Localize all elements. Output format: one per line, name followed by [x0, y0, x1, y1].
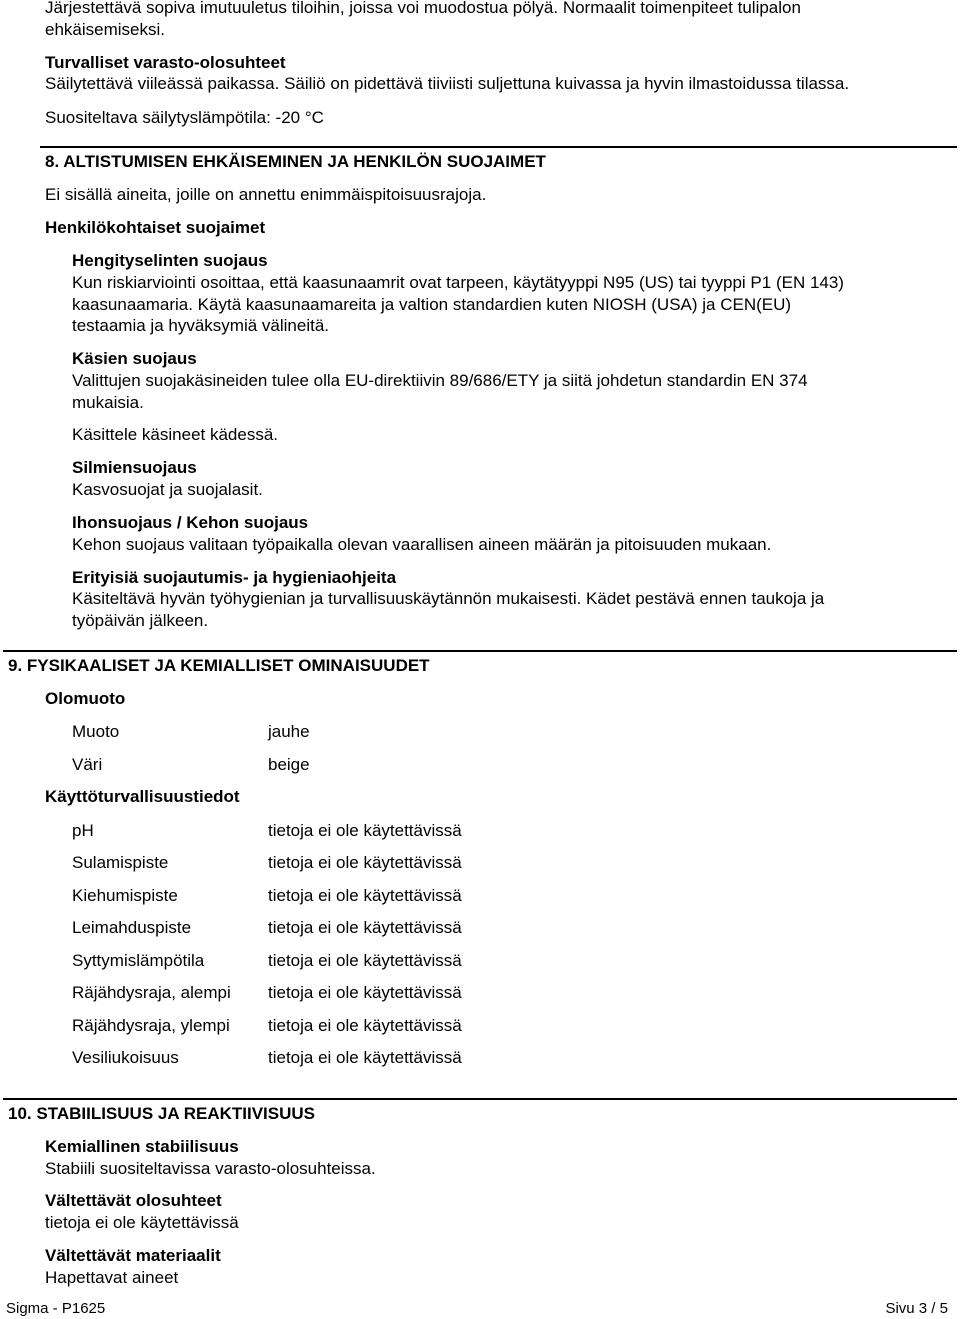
property-value: tietoja ei ole käytettävissä	[268, 1048, 462, 1067]
avoid-conditions-text: tietoja ei ole käytettävissä	[45, 1213, 239, 1232]
property-value: tietoja ei ole käytettävissä	[268, 951, 462, 970]
section7-text-line1: Järjestettävä sopiva imutuuletus tiloihin, joissa voi muodostua pölyä. Normaalit toimenpiteet tulipalon	[45, 0, 801, 17]
property-label: Syttymislämpötila	[72, 951, 205, 970]
hygiene-text-line1: Käsiteltävä hyvän työhygienian ja turvallisuuskäytännön mukaisesti. Kädet pestävä ennen taukoja ja	[72, 589, 825, 608]
avoid-materials-heading: Vältettävät materiaalit	[45, 1246, 221, 1265]
appearance-heading: Olomuoto	[45, 689, 126, 708]
property-label: Väri	[72, 755, 103, 774]
property-value: tietoja ei ole käytettävissä	[268, 918, 462, 937]
property-label: pH	[72, 821, 94, 840]
property-label: Muoto	[72, 722, 120, 741]
safety-heading: Käyttöturvallisuustiedot	[45, 787, 240, 806]
property-label: Kiehumispiste	[72, 886, 178, 905]
stability-heading: Kemiallinen stabiilisuus	[45, 1137, 239, 1156]
property-value: jauhe	[268, 722, 310, 741]
property-label: Räjähdysraja, alempi	[72, 983, 231, 1002]
property-value: tietoja ei ole käytettävissä	[268, 886, 462, 905]
property-label: Räjähdysraja, ylempi	[72, 1016, 230, 1035]
hand-heading: Käsien suojaus	[72, 349, 197, 368]
skin-text: Kehon suojaus valitaan työpaikalla olevan vaarallisen aineen määrän ja pitoisuuden mukaan.	[72, 535, 772, 554]
respiratory-text-line1: Kun riskiarviointi osoittaa, että kaasunaamrit ovat tarpeen, käytätyyppi N95 (US) tai tyyppi P1 (EN 143)	[72, 273, 844, 292]
section8-divider	[40, 146, 957, 148]
eye-heading: Silmiensuojaus	[72, 458, 197, 477]
hygiene-text-line2: työpäivän jälkeen.	[72, 611, 209, 630]
hygiene-heading: Erityisiä suojautumis- ja hygieniaohjeita	[72, 568, 397, 587]
property-value: tietoja ei ole käytettävissä	[268, 983, 462, 1002]
hand-text-line2: mukaisia.	[72, 393, 144, 412]
skin-heading: Ihonsuojaus / Kehon suojaus	[72, 513, 309, 532]
storage-heading: Turvalliset varasto-olosuhteet	[45, 53, 286, 72]
property-value: tietoja ei ole käytettävissä	[268, 821, 462, 840]
property-label: Leimahduspiste	[72, 918, 192, 937]
section9-divider	[3, 650, 957, 652]
section8-title: 8. ALTISTUMISEN EHKÄISEMINEN JA HENKILÖN SUOJAIMET	[45, 152, 546, 171]
hand-text-line3: Käsittele käsineet kädessä.	[72, 425, 279, 444]
property-value: tietoja ei ole käytettävissä	[268, 1016, 462, 1035]
section7-text-line2: ehkäisemiseksi.	[45, 20, 165, 39]
footer-page-number: Sivu 3 / 5	[885, 1300, 948, 1317]
property-label: Vesiliukoisuus	[72, 1048, 179, 1067]
storage-temperature: Suositeltava säilytyslämpötila: -20 °C	[45, 108, 324, 127]
storage-text: Säilytettävä viileässä paikassa. Säiliö on pidettävä tiiviisti suljettuna kuivassa ja hyvin ilmastoidussa tilassa.	[45, 74, 850, 93]
hand-text-line1: Valittujen suojakäsineiden tulee olla EU-direktiivin 89/686/ETY ja siitä johdetun standardin EN 374	[72, 371, 808, 390]
respiratory-text-line2: kaasunaamaria. Käytä kaasunaamareita ja valtion standardien kuten NIOSH (USA) ja CEN(EU)	[72, 295, 792, 314]
eye-text: Kasvosuojat ja suojalasit.	[72, 480, 263, 499]
avoid-materials-text: Hapettavat aineet	[45, 1268, 179, 1287]
stability-text: Stabiili suositeltavissa varasto-olosuhteissa.	[45, 1159, 376, 1178]
property-value: tietoja ei ole käytettävissä	[268, 853, 462, 872]
ppe-heading: Henkilökohtaiset suojaimet	[45, 218, 266, 237]
no-limits-text: Ei sisällä aineita, joille on annettu enimmäispitoisuusrajoja.	[45, 185, 487, 204]
section10-title: 10. STABIILISUUS JA REAKTIIVISUUS	[8, 1104, 315, 1123]
property-value: beige	[268, 755, 310, 774]
respiratory-text-line3: testaamia ja hyväksymiä välineitä.	[72, 316, 330, 335]
respiratory-heading: Hengityselinten suojaus	[72, 251, 268, 270]
section9-title: 9. FYSIKAALISET JA KEMIALLISET OMINAISUUDET	[8, 656, 430, 675]
section10-divider	[3, 1098, 957, 1100]
footer-product: Sigma - P1625	[6, 1300, 106, 1317]
avoid-conditions-heading: Vältettävät olosuhteet	[45, 1191, 222, 1210]
property-label: Sulamispiste	[72, 853, 169, 872]
